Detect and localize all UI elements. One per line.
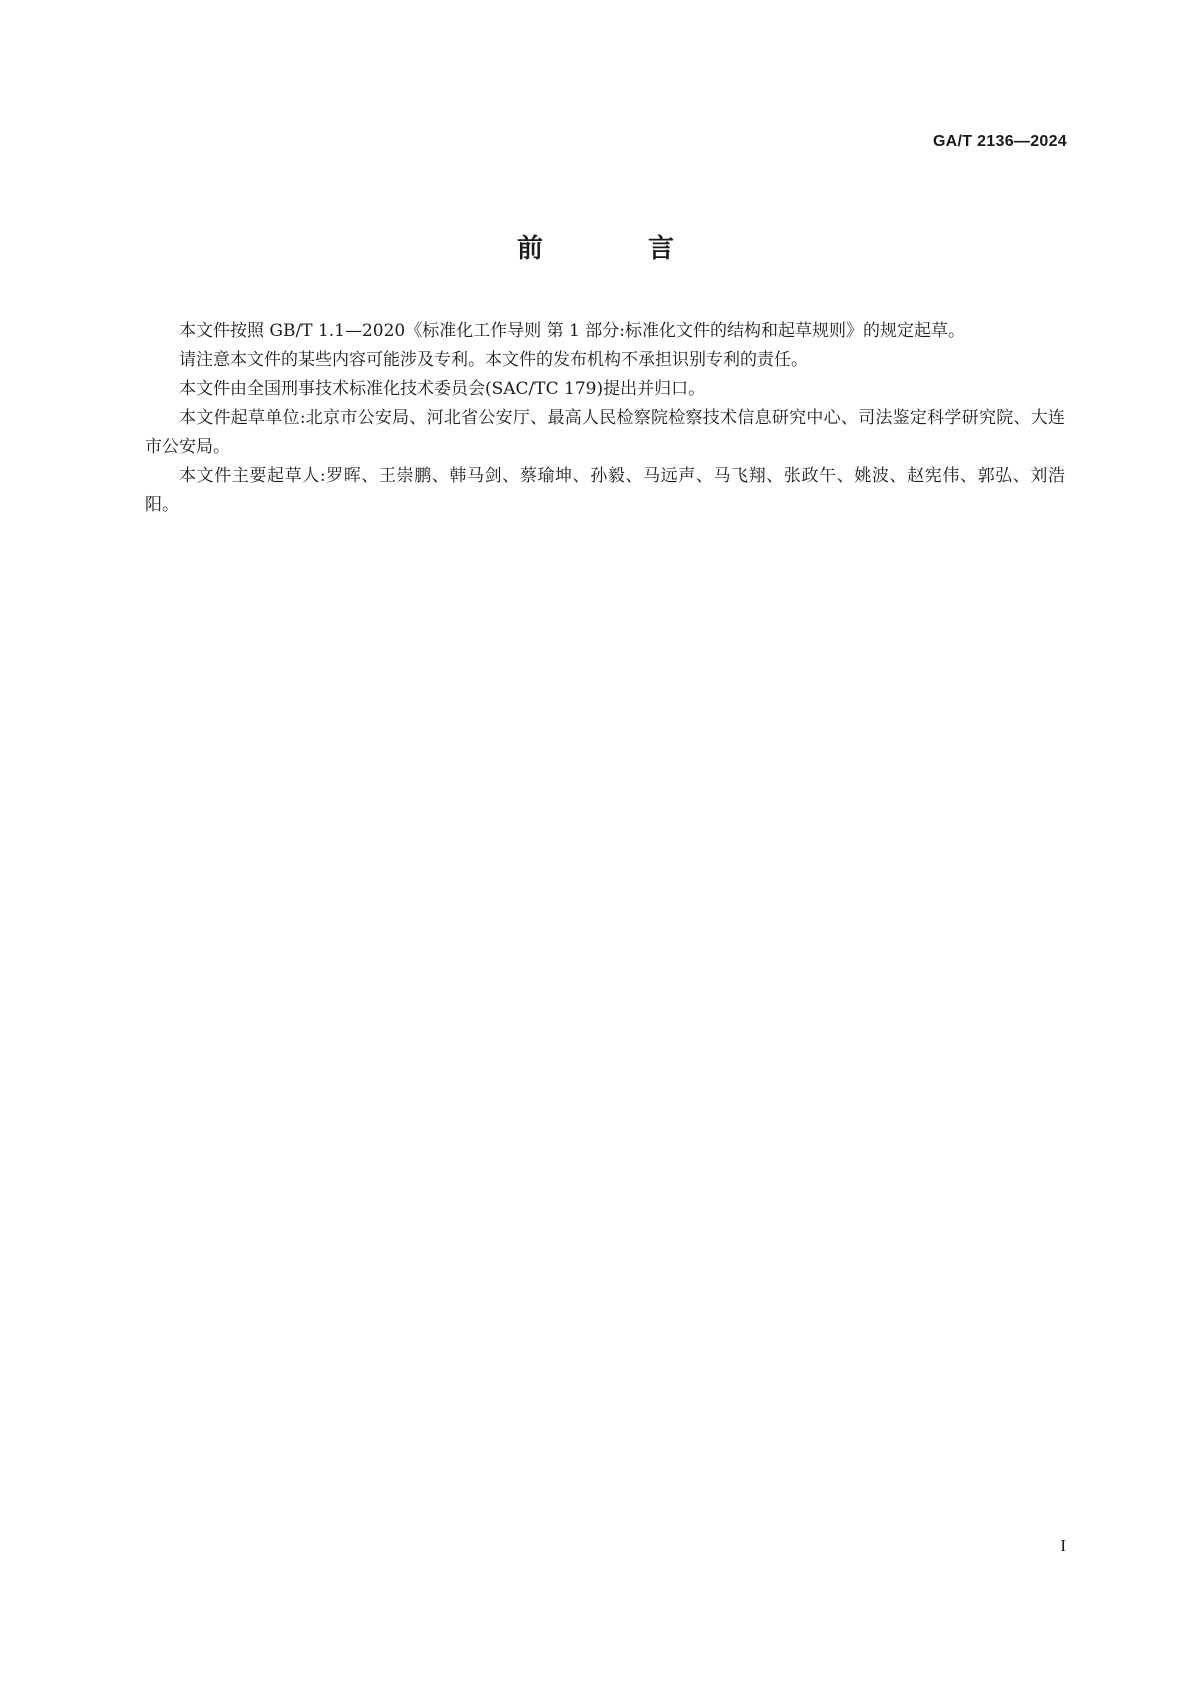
paragraph-proposer: 本文件由全国刑事技术标准化技术委员会(SAC/TC 179)提出并归口。	[179, 379, 706, 399]
paragraph-drafting-rules: 本文件按照 GB/T 1.1—2020《标准化工作导则 第 1 部分:标准化文件的结构和起草规则》的规定起草。	[179, 321, 965, 341]
paragraph-drafting-units: 本文件起草单位:北京市公安局、河北省公安厅、最高人民检察院检察技术信息研究中心、司法鉴定科学研究院、大连市公安局。	[145, 408, 1065, 457]
foreword-body	[145, 317, 1065, 520]
paragraph-patent-notice: 请注意本文件的某些内容可能涉及专利。本文件的发布机构不承担识别专利的责任。	[179, 350, 808, 370]
page-number: I	[1060, 1536, 1066, 1555]
page-title: 前 言	[516, 234, 723, 264]
document-code: GA/T 2136—2024	[932, 133, 1067, 150]
paragraph-drafters: 本文件主要起草人:罗晖、王崇鹏、韩马剑、蔡瑜坤、孙毅、马远声、马飞翔、张政午、姚波、赵宪伟、郭弘、刘浩阳。	[145, 466, 1065, 515]
